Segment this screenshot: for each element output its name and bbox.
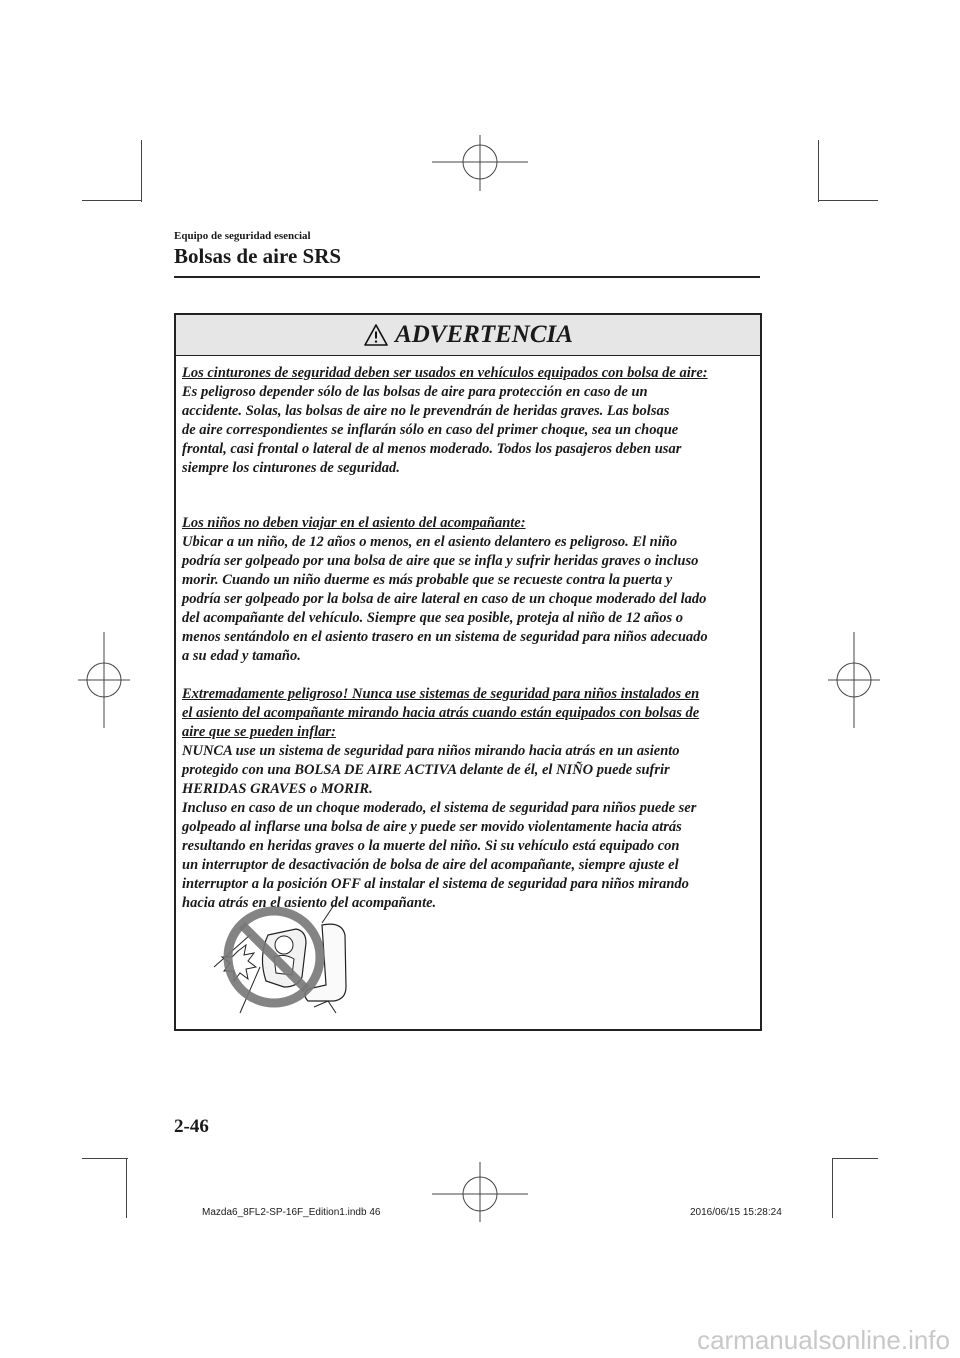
warning-box <box>174 313 762 1031</box>
block-1-line: de aire correspondientes se inflarán sólo en caso del primer choque, sea un choque <box>182 422 679 438</box>
registration-mark-left <box>78 632 130 728</box>
no-child-seat-airbag-illustration <box>210 895 360 1015</box>
block-3-line: protegido con una BOLSA DE AIRE ACTIVA delante de él, el NIÑO puede sufrir <box>182 762 670 778</box>
footer-file-info: Mazda6_8FL2-SP-16F_Edition1.indb 46 <box>202 1207 381 1218</box>
block-2-line: del acompañante del vehículo. Siempre que sea posible, proteja al niño de 12 años o <box>182 610 684 626</box>
warning-triangle-icon <box>363 323 389 347</box>
block-3-heading: Extremadamente peligroso! Nunca use sistemas de seguridad para niños instalados en <box>182 686 700 702</box>
block-2-heading: Los niños no deben viajar en el asiento del acompañante: <box>182 515 526 531</box>
block-1-line: siempre los cinturones de seguridad. <box>182 460 400 476</box>
block-2-line: menos sentándolo en el asiento trasero en un sistema de seguridad para niños adecuado <box>182 629 708 645</box>
section-label: Equipo de seguridad esencial <box>174 230 311 242</box>
page-title: Bolsas de aire SRS <box>174 244 342 268</box>
warning-body <box>176 356 760 913</box>
block-1-line: Es peligroso depender sólo de las bolsas de aire para protección en caso de un <box>182 384 648 400</box>
watermark: carmanualsonline.info <box>697 1325 950 1355</box>
block-3-line: golpeado al inflarse una bolsa de aire y puede ser movido violentamente hacia atrás <box>182 819 682 835</box>
block-3-line: HERIDAS GRAVES o MORIR. <box>182 781 373 797</box>
block-1-line: accidente. Solas, las bolsas de aire no le prevendrán de heridas graves. Las bolsas <box>182 403 670 419</box>
block-2-line: morir. Cuando un niño duerme es más probable que se recueste contra la puerta y <box>182 572 673 588</box>
page-number: 2-46 <box>174 1116 209 1137</box>
block-2-line: a su edad y tamaño. <box>182 648 301 664</box>
title-divider <box>174 276 760 278</box>
block-3-heading: el asiento del acompañante mirando hacia atrás cuando están equipados con bolsas de <box>182 705 700 721</box>
footer-date: 2016/06/15 15:28:24 <box>690 1207 782 1218</box>
block-2-line: podría ser golpeado por la bolsa de aire lateral en caso de un choque moderado del lado <box>182 591 707 607</box>
warning-title: ADVERTENCIA <box>395 321 573 348</box>
block-2-line: Ubicar a un niño, de 12 años o menos, en el asiento delantero es peligroso. El niño <box>182 534 678 550</box>
block-3-line: hacia atrás en el asiento del acompañante. <box>182 895 437 911</box>
block-1-heading: Los cinturones de seguridad deben ser usados en vehículos equipados con bolsa de aire: <box>182 365 708 381</box>
block-2-line: podría ser golpeado por una bolsa de aire que se infla y sufrir heridas graves o incluso <box>182 553 699 569</box>
registration-mark-right <box>828 632 880 728</box>
block-3-line: un interruptor de desactivación de bolsa de aire del acompañante, siempre ajuste el <box>182 857 679 873</box>
block-3-line: resultando en heridas graves o la muerte del niño. Si su vehículo está equipado con <box>182 838 680 854</box>
block-1-line: frontal, casi frontal o lateral de al menos moderado. Todos los pasajeros deben usar <box>182 441 682 457</box>
registration-mark-bottom <box>432 1162 528 1222</box>
block-3-heading: aire que se pueden inflar: <box>182 724 336 740</box>
warning-header <box>176 315 760 356</box>
block-3-line: Incluso en caso de un choque moderado, el sistema de seguridad para niños puede ser <box>182 800 697 816</box>
registration-mark-top <box>432 135 528 191</box>
block-3-line: NUNCA use un sistema de seguridad para niños mirando hacia atrás en un asiento <box>182 743 680 759</box>
block-3-line: interruptor a la posición OFF al instalar el sistema de seguridad para niños mirando <box>182 876 689 892</box>
